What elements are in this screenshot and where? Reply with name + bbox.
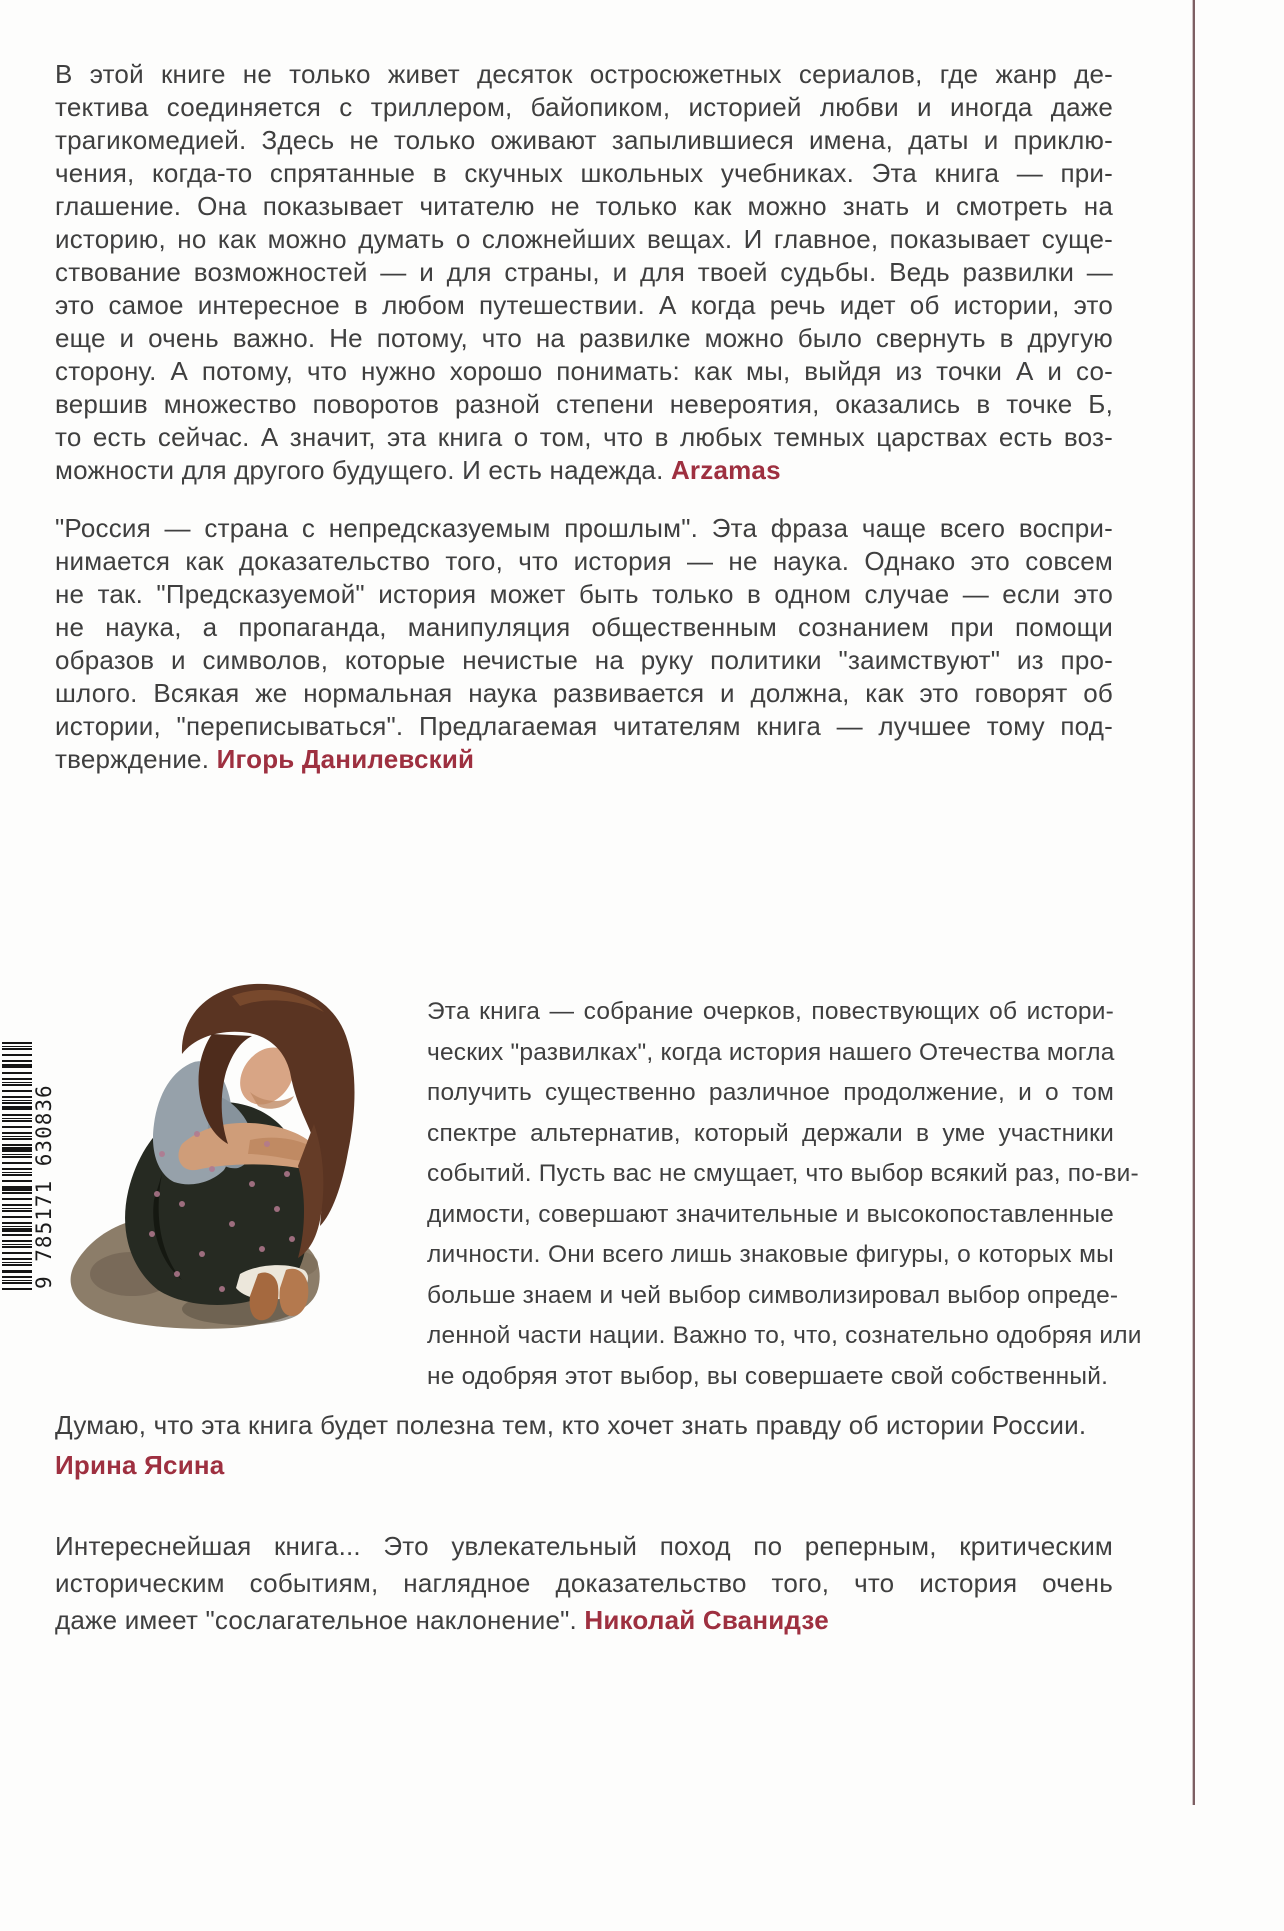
review-lines xyxy=(55,1405,1113,1445)
review-tail-line xyxy=(55,1602,1113,1639)
text-line: Эта книга — собрание очерков, повествующих об истори- xyxy=(427,998,1114,1025)
text-line: еще и очень важно. Не потому, что на развилке можно было свернуть в другую xyxy=(55,323,1113,353)
text-line: ленной части нации. Важно то, что, сознательно одобряя или xyxy=(427,1322,1142,1349)
attribution-yasina: Ирина Ясина xyxy=(55,1450,225,1480)
text-line: личности. Они всего лишь знаковые фигуры, о которых мы xyxy=(427,1241,1114,1268)
attribution-arzamas: Arzamas xyxy=(670,455,781,485)
review-paragraph-danilevsky xyxy=(55,512,1113,776)
text-line: тектива соединяется с триллером, байопиком, историей любви и иногда даже xyxy=(55,92,1113,122)
review-tail-line xyxy=(55,454,1113,487)
review-tail-text: тверждение. xyxy=(55,744,217,774)
review-paragraph-arzamas xyxy=(55,58,1113,487)
review-tail-line xyxy=(55,743,1113,776)
text-line: получить существенно различное продолжение, и о том xyxy=(427,1079,1114,1106)
text-line: шлого. Всякая же нормальная наука развивается и должна, как это говорят об xyxy=(55,678,1113,708)
review-paragraph-annotation xyxy=(427,992,1142,1397)
attribution-danilevsky: Игорь Данилевский xyxy=(216,744,475,774)
text-line: глашение. Она показывает читателю не только как можно знать и смотреть на xyxy=(55,191,1113,221)
text-line: ствование возможностей — и для страны, и для твоей судьбы. Ведь развилки — xyxy=(55,257,1113,287)
review-tail-text: не одобряя этот выбор, вы совершаете свой собственный. xyxy=(427,1362,1109,1390)
text-line: нимается как доказательство того, что история — не наука. Однако это совсем xyxy=(55,546,1113,576)
text-line: "Россия — страна с непредсказуемым прошлым". Эта фраза чаще всего воспри- xyxy=(55,513,1113,543)
review-tail-text: даже имеет "сослагательное наклонение". xyxy=(55,1605,585,1635)
vertical-red-rule xyxy=(1192,0,1195,1805)
text-line: историю, но как можно думать о сложнейших вещах. И главное, показывает суще- xyxy=(55,224,1113,254)
alyonushka-painting-image xyxy=(62,974,362,1332)
review-paragraph-yasina xyxy=(55,1405,1113,1485)
text-line: то есть сейчас. А значит, эта книга о том, что в любых темных царствах есть воз- xyxy=(55,422,1113,452)
text-line: трагикомедией. Здесь не только оживают запылившиеся имена, даты и приклю- xyxy=(55,125,1113,155)
review-tail-line xyxy=(55,1445,1113,1485)
text-line: это самое интересное в любом путешествии. А когда речь идет об истории, это xyxy=(55,290,1113,320)
alyonushka-figure-illustration xyxy=(62,974,362,1332)
text-line: не так. "Предсказуемой" история может быть только в одном случае — если это xyxy=(55,579,1113,609)
text-line: чения, когда-то спрятанные в скучных школьных учебниках. Эта книга — при- xyxy=(55,158,1113,188)
review-paragraph-svanidze xyxy=(55,1528,1113,1639)
attribution-svanidze: Николай Сванидзе xyxy=(584,1605,829,1635)
text-line: Интереснейшая книга... Это увлекательный поход по реперным, критическим xyxy=(55,1531,1113,1561)
text-line: В этой книге не только живет десяток остросюжетных сериалов, где жанр де- xyxy=(55,59,1113,89)
text-line: димости, совершают значительные и высокопоставленные xyxy=(427,1200,1114,1228)
barcode-bars xyxy=(2,1038,32,1290)
text-line: не наука, а пропаганда, манипуляция общественным сознанием при помощи xyxy=(55,612,1113,642)
review-lines xyxy=(55,1528,1113,1602)
text-line: Думаю, что эта книга будет полезна тем, кто хочет знать правду об истории России. xyxy=(55,1410,1087,1440)
review-lines xyxy=(55,512,1113,743)
barcode-number: 9 785171 630836 xyxy=(32,1084,56,1289)
text-line: историческим событиям, наглядное доказательство того, что история очень xyxy=(55,1568,1113,1598)
isbn-barcode xyxy=(2,1038,58,1290)
review-tail-text: можности для другого будущего. И есть надежда. xyxy=(55,455,671,485)
text-line: вершив множество поворотов разной степени невероятия, оказались в точке Б, xyxy=(55,389,1113,419)
text-line: больше знаем и чей выбор символизировал выбор опреде- xyxy=(427,1281,1119,1309)
text-line: событий. Пусть вас не смущает, что выбор всякий раз, по-ви- xyxy=(427,1160,1139,1187)
review-tail-line xyxy=(427,1357,1114,1398)
text-line: образов и символов, которые нечистые на руку политики "заимствуют" из про- xyxy=(55,645,1113,675)
text-line: истории, "переписываться". Предлагаемая читателям книга — лучшее тому под- xyxy=(55,711,1113,741)
text-line: спектре альтернатив, который держали в уме участники xyxy=(427,1119,1114,1147)
text-line: сторону. А потому, что нужно хорошо понимать: как мы, выйдя из точки А и со- xyxy=(55,356,1113,386)
review-lines xyxy=(427,992,1142,1357)
isbn-barcode-rotated xyxy=(2,1038,58,1290)
review-lines xyxy=(55,58,1113,454)
text-line: ческих "развилках", когда история нашего Отечества могла xyxy=(427,1038,1115,1066)
